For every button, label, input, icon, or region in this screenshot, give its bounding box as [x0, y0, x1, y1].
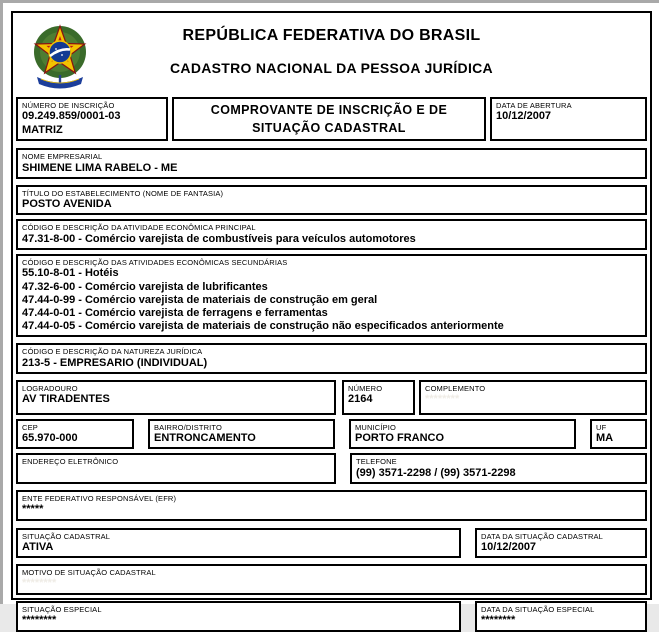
cep-value: 65.970-000	[22, 432, 78, 445]
field-cep	[16, 419, 134, 450]
field-label: ENDEREÇO ELETRÔNICO	[22, 457, 119, 467]
efr-value: *****	[22, 503, 44, 516]
field-label: NOME EMPRESARIAL	[22, 152, 103, 162]
field-label: NÚMERO	[348, 383, 383, 393]
special-status-value: ********	[22, 614, 57, 627]
field-situacao-cadastral	[16, 528, 461, 559]
row-main-activity	[16, 219, 647, 250]
secondary-activity-item: 47.44-0-01 - Comércio varejista de ferragens e ferramentas	[22, 306, 328, 319]
field-numero-de-inscricao	[16, 97, 168, 141]
company-name-value: SHIMENE LIMA RABELO - ME	[22, 161, 178, 174]
status-date-value: 10/12/2007	[481, 540, 537, 553]
field-label: TÍTULO DO ESTABELECIMENTO (NOME DE FANTASIA)	[22, 188, 224, 198]
secondary-activity-item: 55.10-8-01 - Hotéis	[22, 267, 119, 280]
row-company-name	[16, 148, 647, 179]
row-status-reason	[16, 564, 647, 595]
field-logradouro	[16, 380, 336, 415]
street-value: AV TIRADENTES	[22, 393, 110, 406]
status-reason-value: ********	[22, 577, 57, 590]
field-uf	[590, 419, 647, 450]
field-label: DATA DA SITUAÇÃO CADASTRAL	[481, 531, 603, 541]
field-label: CÓDIGO E DESCRIÇÃO DAS ATIVIDADES ECONÔMICAS SECUNDÁRIAS	[22, 257, 288, 267]
field-endereco-eletronico	[16, 453, 336, 484]
field-label: UF	[596, 422, 607, 432]
row-trade-name	[16, 185, 647, 216]
field-bairro-distrito	[148, 419, 335, 450]
field-label: DATA DE ABERTURA	[496, 101, 572, 110]
row-location	[16, 419, 647, 450]
brazil-coat-of-arms-icon	[24, 19, 96, 91]
field-numero	[342, 380, 415, 415]
field-label: SITUAÇÃO CADASTRAL	[22, 531, 111, 541]
row-contact	[16, 453, 647, 484]
row-efr	[16, 490, 647, 521]
field-complemento	[419, 380, 647, 415]
field-municipio	[349, 419, 576, 450]
row-inscription	[16, 97, 647, 141]
opening-date-value: 10/12/2007	[496, 110, 552, 123]
registry-title: CADASTRO NACIONAL DA PESSOA JURÍDICA	[170, 60, 493, 76]
field-data-de-abertura	[490, 97, 647, 141]
field-motivo-situacao-cadastral	[16, 564, 647, 595]
municipality-value: PORTO FRANCO	[355, 432, 445, 445]
secondary-activity-item: 47.44-0-99 - Comércio varejista de materiais de construção em geral	[22, 293, 378, 306]
certificate-title-line1: COMPROVANTE DE INSCRIÇÃO E DE	[210, 103, 448, 117]
cnpj-certificate-frame	[11, 11, 652, 627]
inscription-number: 09.249.859/0001-03	[22, 110, 121, 123]
row-legal-nature	[16, 343, 647, 374]
field-titulo-do-estabelecimento	[16, 185, 647, 216]
field-data-situacao-cadastral	[475, 528, 647, 559]
document-header	[16, 13, 647, 93]
field-atividade-principal	[16, 219, 647, 250]
district-value: ENTRONCAMENTO	[154, 432, 256, 445]
field-label: MOTIVO DE SITUAÇÃO CADASTRAL	[22, 568, 156, 578]
field-situacao-especial	[16, 601, 461, 632]
republic-title: REPÚBLICA FEDERATIVA DO BRASIL	[182, 27, 481, 44]
field-telefone	[350, 453, 647, 484]
field-label: CEP	[22, 422, 38, 432]
inscription-type: MATRIZ	[22, 123, 63, 136]
secondary-activity-item: 47.44-0-05 - Comércio varejista de materiais de construção não especificados anteriormente	[22, 320, 504, 333]
field-label: MUNICÍPIO	[355, 422, 396, 432]
trade-name-value: POSTO AVENIDA	[22, 198, 112, 211]
row-secondary-activities	[16, 254, 647, 337]
main-activity-value: 47.31-8-00 - Comércio varejista de combustíveis para veículos automotores	[22, 232, 416, 245]
row-address	[16, 380, 647, 415]
field-atividades-secundarias	[16, 254, 647, 337]
row-special-status	[16, 601, 647, 632]
field-label: LOGRADOURO	[22, 383, 78, 393]
header-titles	[16, 13, 647, 76]
field-label: NÚMERO DE INSCRIÇÃO	[22, 101, 115, 110]
field-data-situacao-especial	[475, 601, 647, 632]
field-label: SITUAÇÃO ESPECIAL	[22, 605, 102, 615]
registration-status-value: ATIVA	[22, 540, 54, 553]
field-label: COMPLEMENTO	[425, 383, 486, 393]
complement-value: ********	[425, 393, 460, 406]
certificate-title-box	[172, 97, 486, 141]
state-value: MA	[596, 432, 614, 445]
special-status-date-value: ********	[481, 614, 516, 627]
phone-value: (99) 3571-2298 / (99) 3571-2298	[356, 466, 516, 479]
field-label: DATA DA SITUAÇÃO ESPECIAL	[481, 605, 595, 615]
certificate-title-line2: SITUAÇÃO CADASTRAL	[252, 121, 406, 136]
field-label: CÓDIGO E DESCRIÇÃO DA ATIVIDADE ECONÔMICA PRINCIPAL	[22, 223, 256, 233]
field-label: BAIRRO/DISTRITO	[154, 422, 222, 432]
field-nome-empresarial	[16, 148, 647, 179]
secondary-activity-item: 47.32-6-00 - Comércio varejista de lubrificantes	[22, 280, 268, 293]
field-natureza-juridica	[16, 343, 647, 374]
number-value: 2164	[348, 393, 373, 406]
field-efr	[16, 490, 647, 521]
field-label: TELEFONE	[356, 457, 397, 467]
field-label: CÓDIGO E DESCRIÇÃO DA NATUREZA JURÍDICA	[22, 347, 203, 357]
legal-nature-value: 213-5 - EMPRESARIO (INDIVIDUAL)	[22, 356, 208, 369]
field-label: ENTE FEDERATIVO RESPONSÁVEL (EFR)	[22, 493, 177, 503]
row-status	[16, 528, 647, 559]
